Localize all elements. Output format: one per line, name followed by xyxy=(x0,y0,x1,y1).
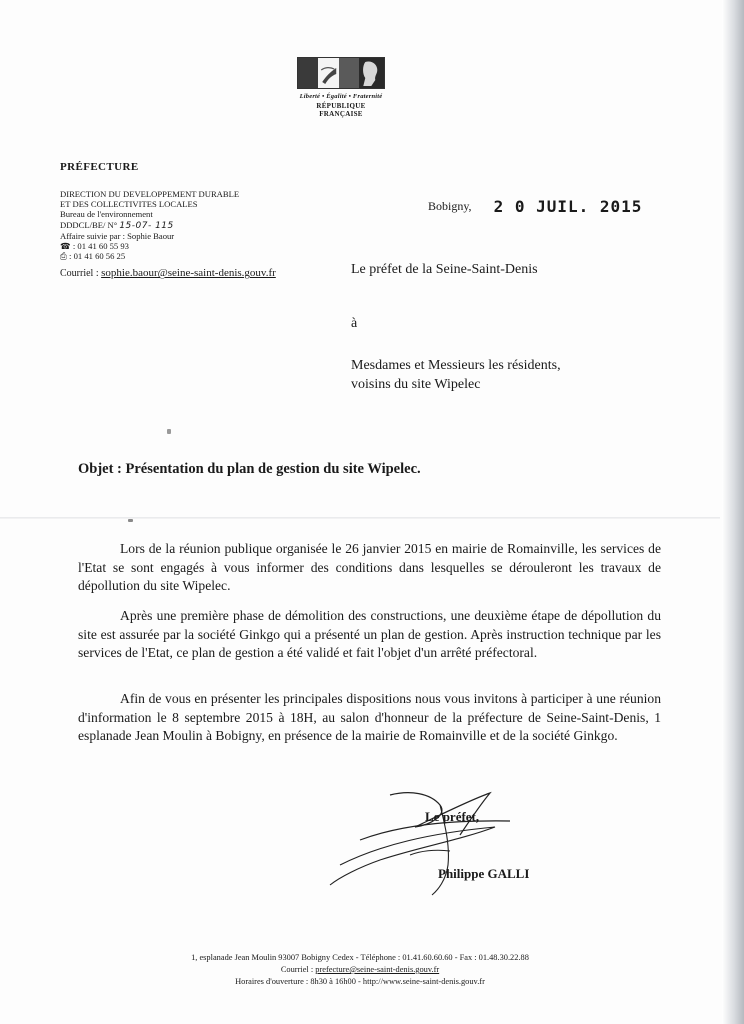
ink-speck xyxy=(167,429,171,434)
marianne-face-icon xyxy=(359,58,384,88)
date-stamp: 2 0 JUIL. 2015 xyxy=(493,197,643,216)
phone-number: : 01 41 60 55 93 xyxy=(72,241,129,252)
recipient-preposition: à xyxy=(351,316,358,331)
sender-title: Le préfet de la Seine-Saint-Denis xyxy=(351,262,538,277)
body-paragraph-1: Lors de la réunion publique organisée le 26 janvier 2015 en mairie de Romainville, les services de l'Etat se sont engagés à vous informer des conditions dans lesquelles se dérouleront les travaux de dépollution du site Wipelec. xyxy=(78,541,661,594)
sender-block xyxy=(60,189,276,280)
recipient-line-2: voisins du site Wipelec xyxy=(351,377,481,392)
signatory-name: Philippe GALLI xyxy=(438,866,530,881)
letter-subject: Objet : Présentation du plan de gestion du site Wipelec. xyxy=(78,461,421,477)
reference-line xyxy=(60,220,276,231)
marianne-emblem xyxy=(297,57,385,89)
bureau-line: Bureau de l'environnement xyxy=(60,209,153,220)
logo-motto: Liberté • Égalité • Fraternité xyxy=(299,93,383,100)
prefecture-heading: PRÉFECTURE xyxy=(60,161,139,173)
phone-icon: ☎ xyxy=(60,241,71,252)
page-footer xyxy=(140,952,580,988)
page-edge-shadow xyxy=(722,0,744,1024)
reference-handwritten: 15-07- 115 xyxy=(119,220,174,231)
signature-title: Le préfet, xyxy=(425,809,480,824)
marianne-profile-icon xyxy=(318,58,338,88)
reference-prefix: DDDCL/BE/ N° xyxy=(60,219,118,230)
fax-icon: ⎙ xyxy=(60,251,67,262)
handwritten-signature xyxy=(320,785,530,905)
direction-line-2: ET DES COLLECTIVITES LOCALES xyxy=(60,199,198,210)
footer-courriel-link[interactable]: prefecture@seine-saint-denis.gouv.fr xyxy=(315,965,440,974)
footer-courriel-label: Courriel : xyxy=(280,965,314,974)
body-paragraph-3: Afin de vous en présenter les principales dispositions nous vous invitons à participer à une réunion d'information le 8 septembre 2015 à 18H, au salon d'honneur de la préfecture de Seine-Saint-Denis, 1 esplanade Jean Moulin à Bobigny, en présence de la mairie de Romainville et de la société Ginkgo. xyxy=(78,691,661,744)
logo-republic-text: RÉPUBLIQUE FRANÇAISE xyxy=(316,102,366,118)
direction-line-1: DIRECTION DU DEVELOPPEMENT DURABLE xyxy=(60,189,240,199)
courriel-label: Courriel : xyxy=(60,268,99,280)
phone-line xyxy=(60,241,276,251)
fax-number: : 01 41 60 56 25 xyxy=(69,251,126,262)
footer-address: 1, esplanade Jean Moulin 93007 Bobigny Cedex - Téléphone : 01.41.60.60.60 - Fax : 01.48.30.22.88 xyxy=(191,953,529,962)
paper-fold-line xyxy=(0,517,720,519)
ink-speck xyxy=(128,519,133,522)
courriel-line xyxy=(60,268,276,279)
footer-hours: Horaires d'ouverture : 8h30 à 16h00 - http://www.seine-saint-denis.gouv.fr xyxy=(235,977,485,986)
recipient-line-1: Mesdames et Messieurs les résidents, xyxy=(351,358,561,373)
date-line xyxy=(428,197,642,216)
date-city: Bobigny, xyxy=(428,199,472,213)
fax-line xyxy=(60,251,276,261)
affaire-line: Affaire suivie par : Sophie Baour xyxy=(60,230,175,241)
courriel-email-link[interactable]: sophie.baour@seine-saint-denis.gouv.fr xyxy=(101,267,276,280)
republic-logo xyxy=(297,57,385,118)
footer-courriel-line xyxy=(140,964,580,976)
body-paragraph-2: Après une première phase de démolition des constructions, une deuxième étape de dépollution du site est assurée par la société Ginkgo qui a présenté un plan de gestion. Après instruction technique par les services de l'Etat, ce plan de gestion a été validé et fait l'objet d'un arrêté préfectoral. xyxy=(78,608,661,661)
